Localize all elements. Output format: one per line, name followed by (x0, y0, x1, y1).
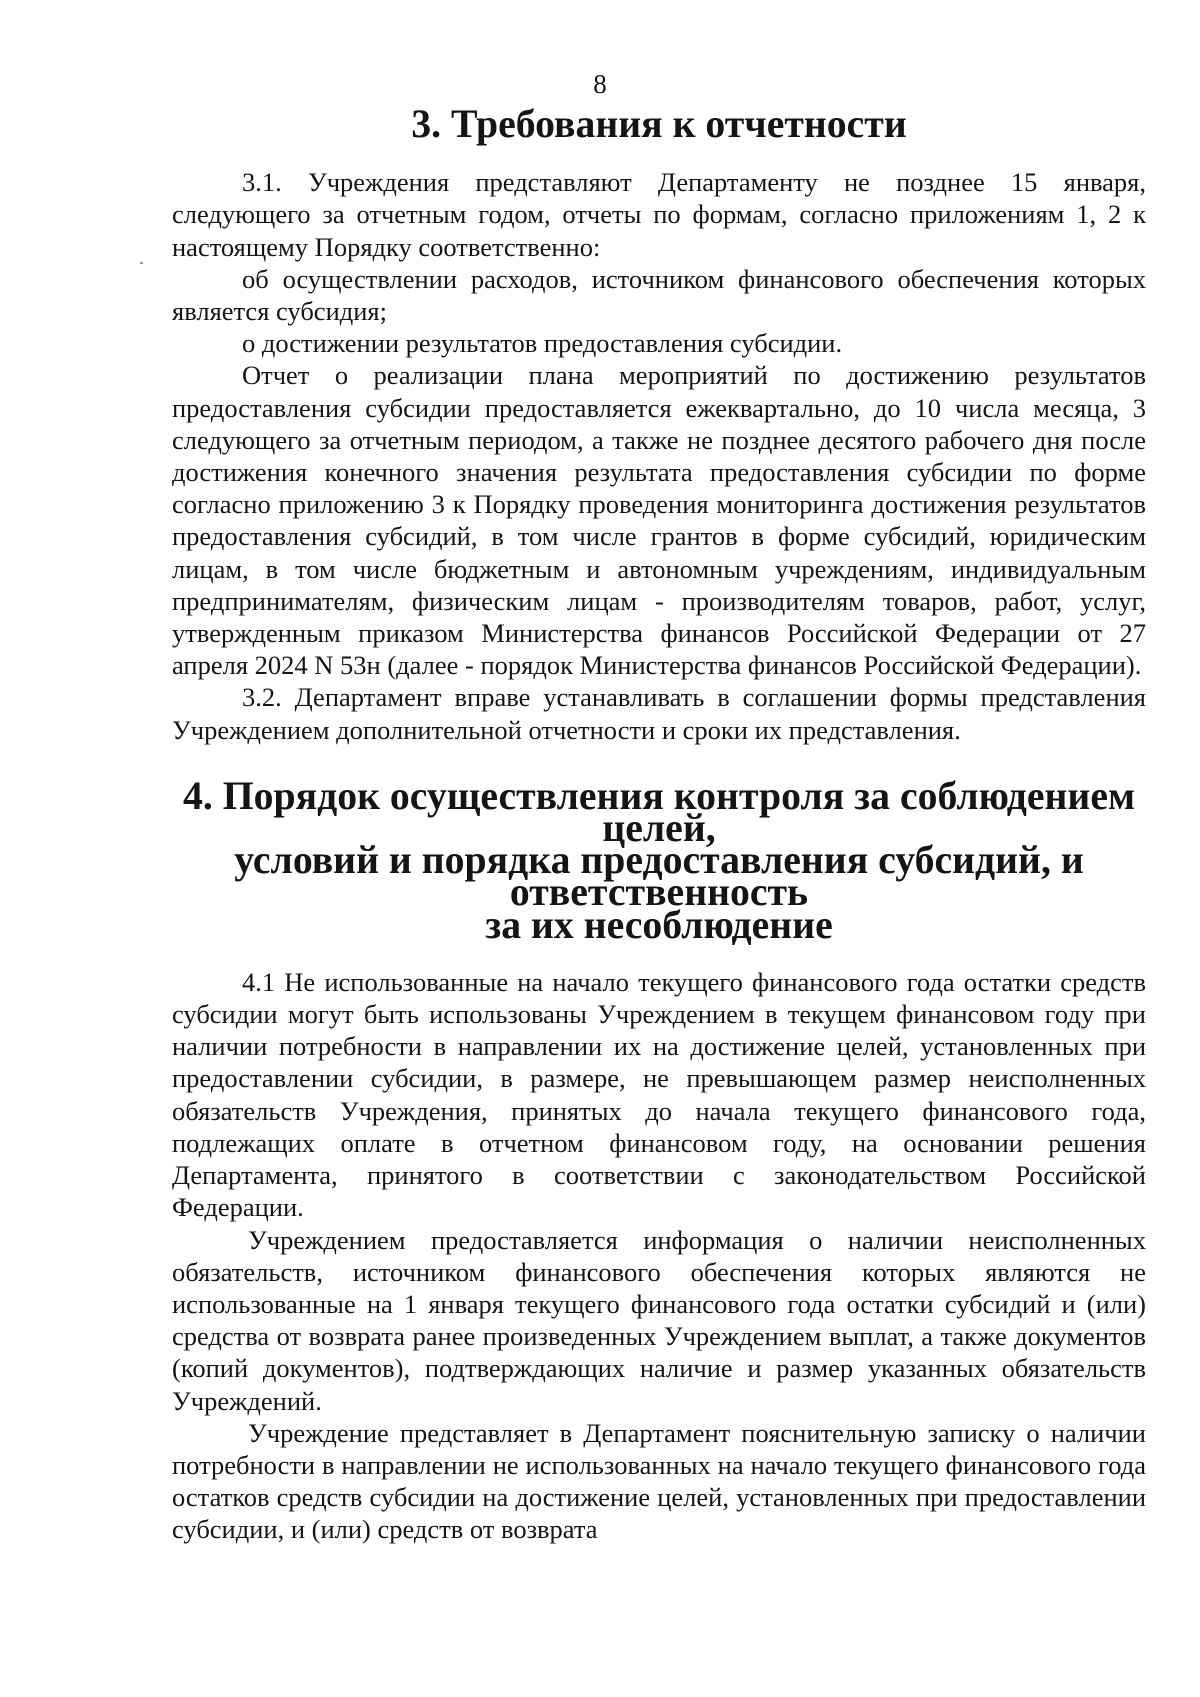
section-4-heading (172, 773, 1146, 947)
paragraph-3-2: 3.2. Департамент вправе устанавливать в соглашении формы представления Учреждением дополнительной отчетности и сроки их представления. (172, 682, 1146, 745)
section-3-heading (172, 102, 1146, 146)
page-number: 8 (593, 69, 607, 99)
paragraph-3-1: 3.1. Учреждения представляют Департаменту не позднее 15 января, следующего за отчетным годом, отчеты по формам, согласно приложениям 1, 2 к настоящему Порядку соответственно: (172, 167, 1146, 262)
section-3-heading-text: 3. Требования к отчетности (411, 102, 907, 146)
section-4-heading-line-2: условий и порядка предоставления субсидий, и ответственность (234, 838, 1084, 915)
paragraph-3-1-item-results: о достижении результатов предоставления субсидии. (242, 328, 843, 359)
paragraph-3-1-item-expenses: об осуществлении расходов, источником финансового обеспечения которых является субсидия; (172, 263, 1146, 327)
paragraph-4-1-explanatory-note: Учреждение представляет в Департамент пояснительную записку о наличии потребности в направлении не использованных на начало текущего финансового года остатков средств субсидии на достижение целей, установленных при предоставлении субсидии, и (или) средств от возврата (172, 1417, 1146, 1545)
section-4-heading-line-3: за их несоблюдение (485, 902, 833, 947)
scan-artifact (140, 262, 143, 264)
paragraph-3-1-plan-report: Отчет о реализации плана мероприятий по достижению результатов предоставления субсидии предоставляется ежеквартально, до 10 числа месяца, 3 следующего за отчетным периодом, а также не позднее десятого рабочего дня после достижения конечного значения результата предоставления субсидии по форме согласно приложению 3 к Порядку проведения мониторинга достижения результатов предоставления субсидий, в том числе грантов в форме субсидий, юридическим лицам, в том числе бюджетным и автономным учреждениям, индивидуальным предпринимателям, физическим лицам - производителям товаров, работ, услуг, утвержденным приказом Министерства финансов Российской Федерации от 27 апреля 2024 N 53н (далее - порядок Министерства финансов Российской Федерации). (172, 360, 1146, 681)
document-body (172, 102, 1146, 1546)
paragraph-4-1: 4.1 Не использованные на начало текущего финансового года остатки средств субсидии могут быть использованы Учреждением в текущем финансовом году при наличии потребности в направлении их на достижение целей, установленных при предоставлении субсидии, в размере, не превышающем размер неисполненных обязательств Учреждения, принятых до начала текущего финансового года, подлежащих оплате в отчетном финансовом году, на основании решения Департамента, принятого в соответствии с законодательством Российской Федерации. (172, 966, 1146, 1223)
section-4-heading-line-1: 4. Порядок осуществления контроля за соблюдением целей, (182, 773, 1136, 851)
paragraph-4-1-obligations-info: Учреждением предоставляется информация о наличии неисполненных обязательств, источником финансового обеспечения которых являются не использованные на 1 января текущего финансового года остатки субсидий и (или) средства от возврата ранее произведенных Учреждением выплат, а также документов (копий документов), подтверждающих наличие и размер указанных обязательств Учреждений. (172, 1224, 1146, 1416)
